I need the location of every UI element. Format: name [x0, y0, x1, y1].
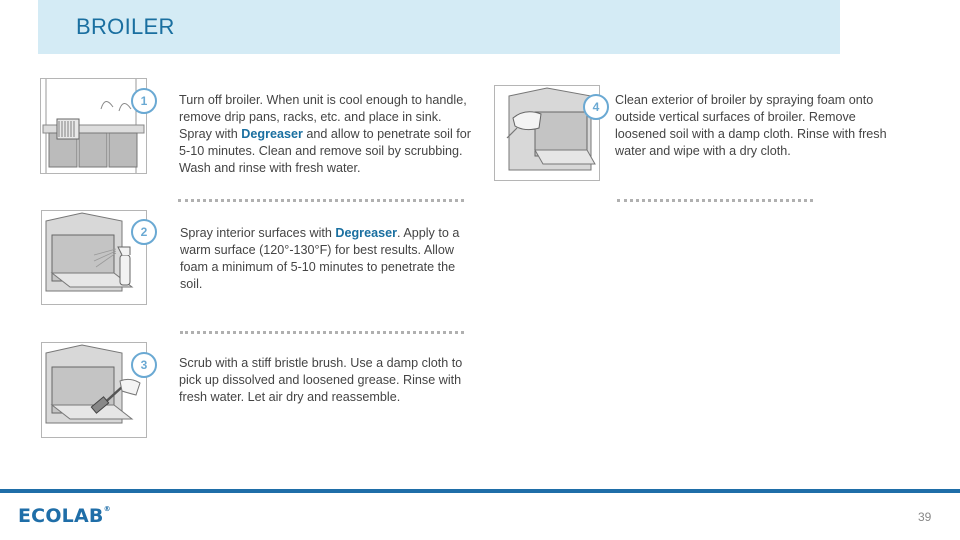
footer-bar [0, 489, 960, 493]
step-2-instructions [180, 225, 465, 293]
step-1-instructions [179, 92, 471, 177]
divider-step-2 [180, 331, 464, 334]
step-3-number-badge: 3 [131, 352, 157, 378]
step-1-illustration-sink [40, 78, 147, 174]
ecolab-logo [18, 505, 111, 527]
step-1-text-before: Turn off broiler. When unit is cool enough to handle, remove drip pans, racks, etc. and place in sink. Spray with [179, 93, 467, 141]
page-title: BROILER [76, 14, 175, 39]
step-1-number-badge: 1 [131, 88, 157, 114]
step-2-highlight-degreaser: Degreaser [335, 226, 398, 240]
step-2-text-after: . Apply to a warm surface (120°-130°F) for best results. Allow foam a minimum of 5-10 minutes to penetrate the soil. [180, 226, 460, 291]
divider-step-1 [178, 199, 464, 202]
page-number: 39 [918, 510, 932, 524]
step-1-text-after: and allow to penetrate soil for 5-10 minutes. Clean and remove soil by scrubbing. Wash and rinse with fresh water. [179, 127, 471, 175]
header-banner [38, 0, 840, 54]
step-3-instructions: Scrub with a stiff bristle brush. Use a damp cloth to pick up dissolved and loosened grease. Rinse with fresh water. Let air dry and reassemble. [179, 356, 463, 404]
step-2-number-badge: 2 [131, 219, 157, 245]
step-2-text-before: Spray interior surfaces with [180, 226, 336, 240]
step-4-instructions: Clean exterior of broiler by spraying foam onto outside vertical surfaces of broiler. Remove loosened soil with a damp cloth. Rinse with fresh water and wipe with a dry cloth. [615, 93, 887, 158]
step-1-highlight-degreaser: Degreaser [241, 127, 303, 141]
step-2-illustration-spray-interior [41, 210, 147, 305]
logo-text: ECOLAB [18, 505, 104, 527]
divider-step-4 [617, 199, 813, 202]
step-3-illustration-scrub-brush [41, 342, 147, 438]
step-4-number-badge: 4 [583, 94, 609, 120]
logo-registered-mark: ® [103, 505, 111, 513]
